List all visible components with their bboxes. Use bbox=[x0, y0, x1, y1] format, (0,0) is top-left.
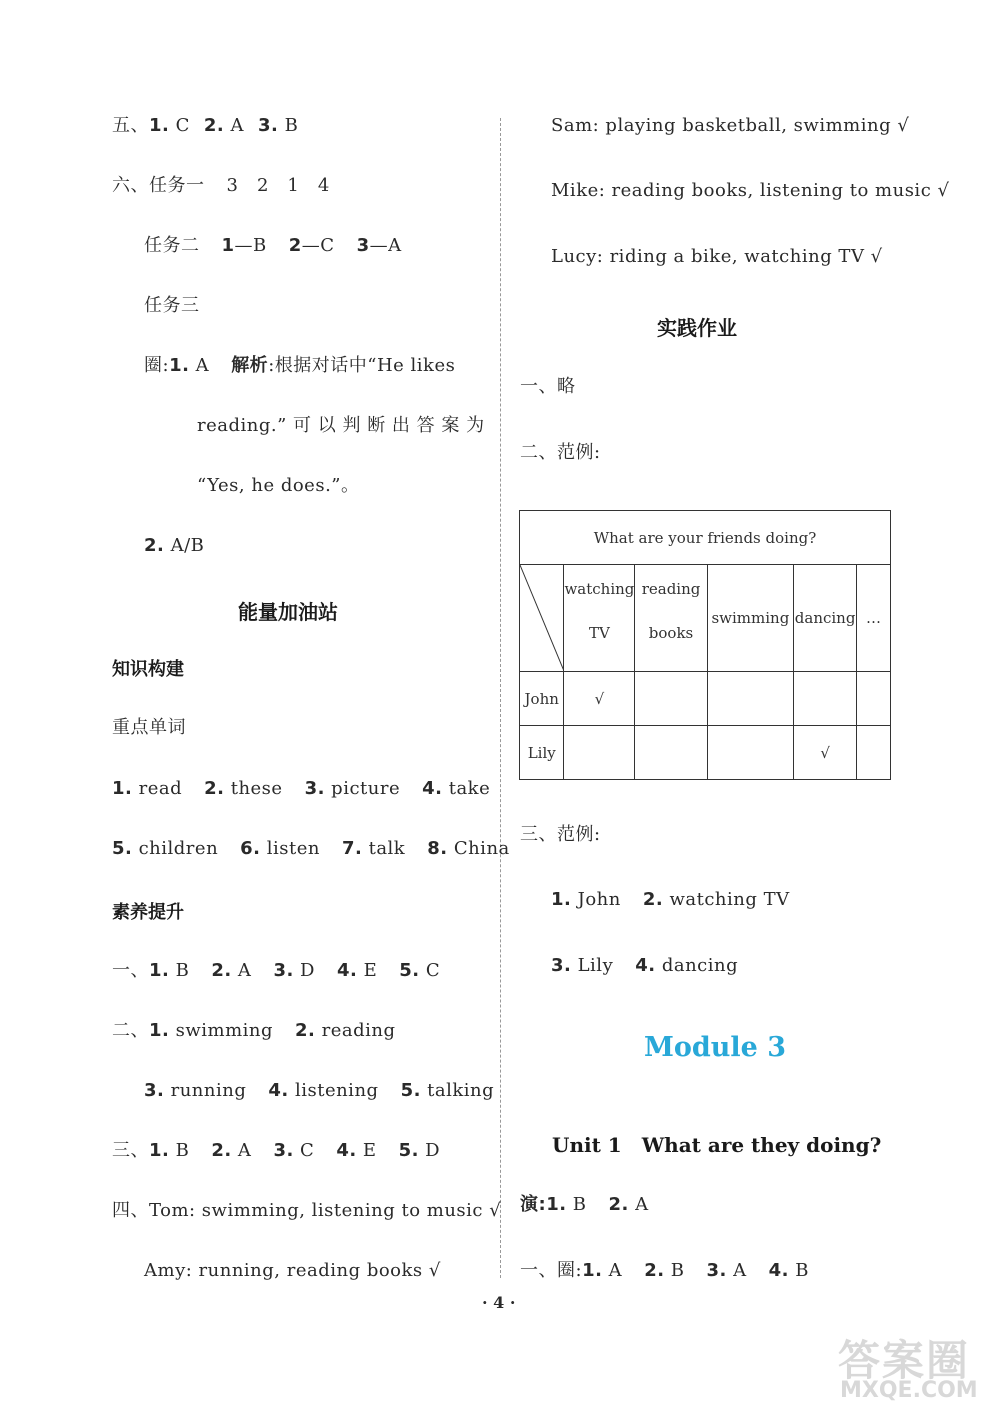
improve-answer-2b: 3. running 4. listening 5. talking bbox=[144, 1080, 495, 1101]
watermark-text: 答案圈 bbox=[838, 1336, 971, 1385]
improve-answer-3: 三、1. B 2. A 3. C 4. E 5. D bbox=[112, 1140, 441, 1161]
answer-line-task3: 任务三 bbox=[144, 295, 200, 316]
table-cell bbox=[635, 672, 707, 726]
table-row bbox=[520, 726, 891, 780]
practice-answer-3-row-2: 3. Lily 4. dancing bbox=[551, 955, 739, 976]
table-row-name: Lily bbox=[520, 726, 564, 780]
table-cell bbox=[707, 726, 794, 780]
unit-answer-circle: 一、圈:1. A 2. B 3. A 4. B bbox=[520, 1260, 809, 1281]
word-list-row-2: 5. children 6. listen 7. talk 8. China bbox=[112, 838, 510, 859]
improve-answer-4: 四、Tom: swimming, listening to music √ bbox=[112, 1200, 502, 1221]
section-title-practice: 实践作业 bbox=[657, 316, 737, 340]
explanation-line-3: “Yes, he does.”。 bbox=[197, 475, 360, 496]
section-title-energy: 能量加油站 bbox=[238, 600, 338, 624]
table-cell bbox=[857, 726, 891, 780]
word-list-row-1: 1. read 2. these 3. picture 4. take bbox=[112, 778, 491, 799]
table-cell: √ bbox=[564, 672, 635, 726]
table-header-cell: dancing bbox=[794, 565, 857, 672]
column-divider bbox=[500, 118, 501, 1278]
answer-lucy: Lucy: riding a bike, watching TV √ bbox=[551, 246, 883, 267]
answer-line-5: 五、1. C 2. A 3. B bbox=[112, 115, 299, 136]
unit-title: Unit 1 What are they doing? bbox=[552, 1133, 882, 1157]
friends-activity-table bbox=[519, 510, 891, 780]
table-cell bbox=[635, 726, 707, 780]
table-header-cell: … bbox=[857, 565, 891, 672]
watermark-url: MXQE.COM bbox=[840, 1378, 978, 1403]
answer-line-circle-2: 2. A/B bbox=[144, 535, 205, 556]
table-cell bbox=[707, 672, 794, 726]
table-row-name: John bbox=[520, 672, 564, 726]
subheading-improve: 素养提升 bbox=[112, 902, 184, 923]
explanation-line-2: reading.” 可 以 判 断 出 答 案 为 bbox=[197, 415, 485, 436]
unit-answer-act: 演:1. B 2. A bbox=[520, 1194, 649, 1215]
table-header-cell: reading books bbox=[635, 565, 707, 672]
module-title: Module 3 bbox=[644, 1032, 787, 1063]
improve-answer-1: 一、1. B 2. A 3. D 4. E 5. C bbox=[112, 960, 441, 981]
practice-answer-3-row-1: 1. John 2. watching TV bbox=[551, 889, 790, 910]
table-cell bbox=[857, 672, 891, 726]
table-row bbox=[520, 672, 891, 726]
page-number: · 4 · bbox=[482, 1293, 516, 1312]
table-cell: √ bbox=[794, 726, 857, 780]
watermark-logo bbox=[838, 1328, 988, 1408]
table-cell bbox=[794, 672, 857, 726]
practice-answer-2: 二、范例: bbox=[520, 442, 601, 463]
improve-answer-2: 二、1. swimming 2. reading bbox=[112, 1020, 396, 1041]
table-corner-cell bbox=[520, 565, 564, 672]
practice-answer-1: 一、略 bbox=[520, 376, 576, 397]
answer-line-6-task1: 六、任务一 3 2 1 4 bbox=[112, 175, 330, 196]
subheading-key-words: 重点单词 bbox=[112, 717, 186, 738]
diagonal-line bbox=[520, 565, 564, 671]
answer-sam: Sam: playing basketball, swimming √ bbox=[551, 115, 910, 136]
table-header-cell: swimming bbox=[707, 565, 794, 672]
table-cell bbox=[564, 726, 635, 780]
answer-mike: Mike: reading books, listening to music √ bbox=[551, 180, 950, 201]
table-title: What are your friends doing? bbox=[520, 511, 891, 565]
table-header-cell: watching TV bbox=[564, 565, 635, 672]
answer-line-circle: 圈:1. A 解析:根据对话中“He likes bbox=[144, 355, 456, 376]
answer-line-task2: 任务二 1—B 2—C 3—A bbox=[144, 235, 402, 256]
improve-answer-4b: Amy: running, reading books √ bbox=[144, 1260, 441, 1281]
practice-answer-3: 三、范例: bbox=[520, 824, 601, 845]
subheading-knowledge: 知识构建 bbox=[112, 659, 184, 680]
